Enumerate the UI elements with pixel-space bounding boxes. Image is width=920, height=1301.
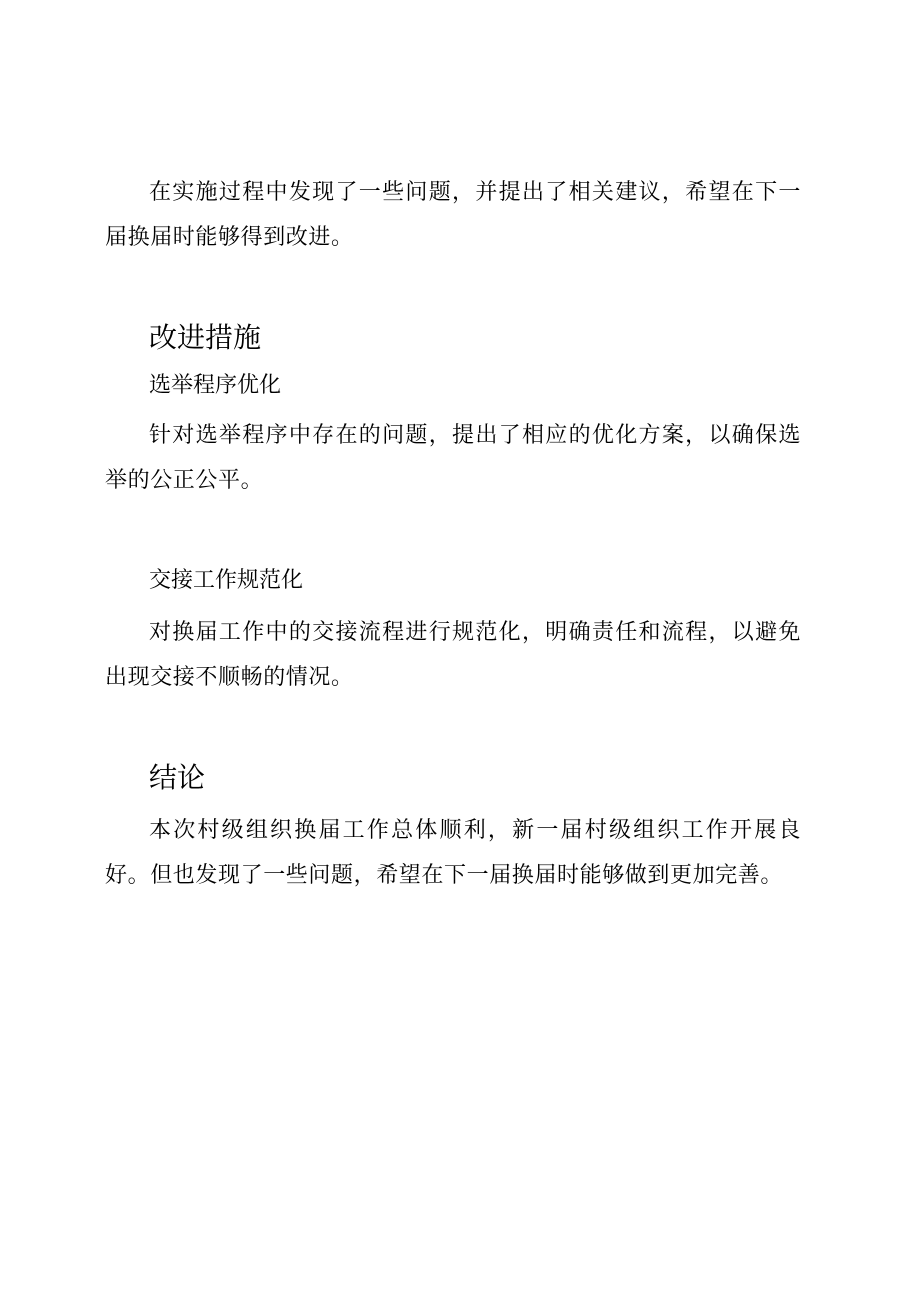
- handover-paragraph: 对换届工作中的交接流程进行规范化，明确责任和流程，以避免出现交接不顺畅的情况。: [105, 620, 801, 690]
- intro-paragraph: 在实施过程中发现了一些问题，并提出了相关建议，希望在下一届换届时能够得到改进。: [105, 180, 801, 250]
- election-paragraph: 针对选举程序中存在的问题，提出了相应的优化方案，以确保选举的公正公平。: [105, 423, 801, 493]
- handover-heading: 交接工作规范化: [149, 568, 304, 593]
- conclusion-paragraph: 本次村级组织换届工作总体顺利，新一届村级组织工作开展良好。但也发现了一些问题，希望在下一届换届时能够做到更加完善。: [105, 818, 801, 888]
- election-heading: 选举程序优化: [149, 373, 282, 398]
- improvements-heading: 改进措施: [149, 321, 262, 354]
- conclusion-heading: 结论: [149, 761, 206, 794]
